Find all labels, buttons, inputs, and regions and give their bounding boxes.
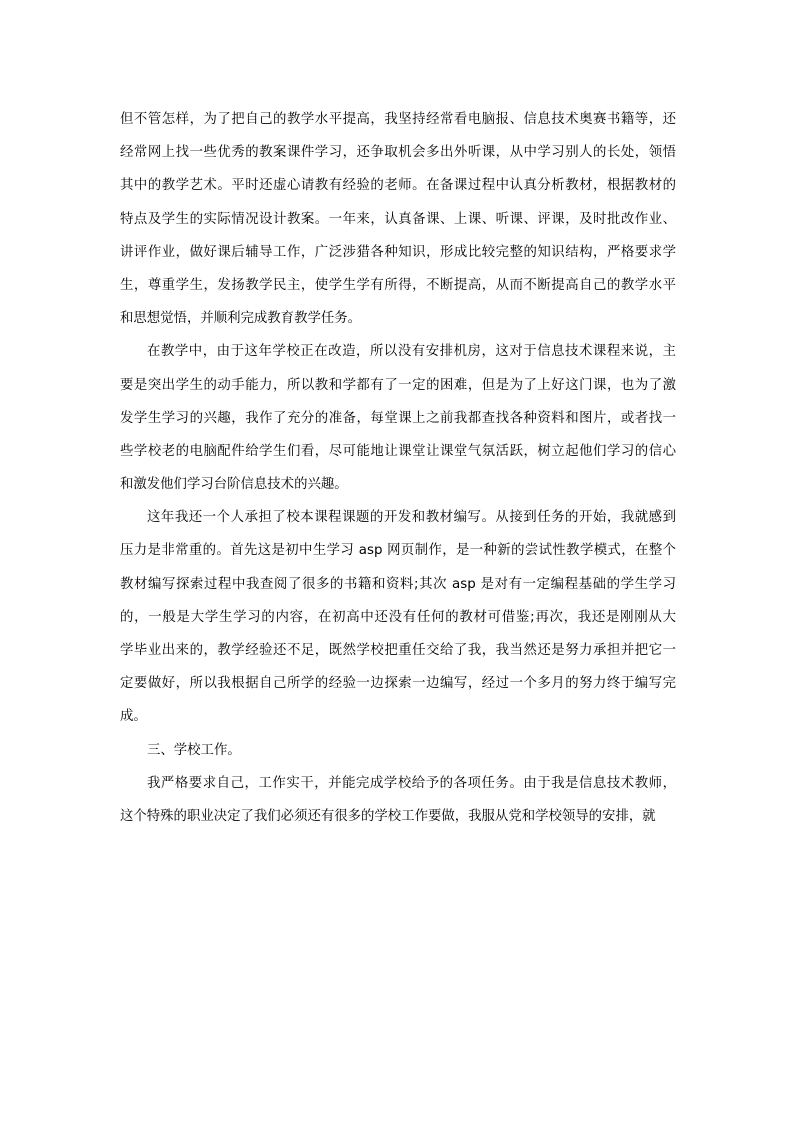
text-line: 些学校老的电脑配件给学生们看，尽可能地让课堂让课堂气氛活跃，树立起他们学习的信心 — [120, 443, 676, 459]
text-line: 和思想觉悟，并顺利完成教育教学任务。 — [120, 311, 362, 327]
text-line: 学毕业出来的，教学经验还不足，既然学校把重任交给了我，我当然还是努力承担并把它一 — [120, 643, 676, 658]
section-heading — [120, 734, 676, 767]
text-line: 特点及学生的实际情况设计教案。一年来，认真备课、上课、听课、评课，及时批改作业、 — [120, 211, 676, 227]
document-body — [120, 103, 676, 833]
text-line: 和激发他们学习台阶信息技术的兴趣。 — [120, 477, 348, 493]
text-line: 这年我还一个人承担了校本课程课题的开发和教材编写。从接到任务的开始，我就感到 — [147, 510, 676, 526]
paragraph — [120, 335, 676, 501]
text-line: 其中的教学艺术。平时还虚心请教有经验的老师。在备课过程中认真分析教材，根据教材的 — [120, 178, 676, 194]
paragraph — [120, 767, 676, 833]
text-line: 要是突出学生的动手能力，所以教和学都有了一定的困难，但是为了上好这门课，也为了激 — [120, 377, 676, 393]
text-line: 经常网上找一些优秀的教案课件学习，还争取机会多出外听课，从中学习别人的长处，领悟 — [120, 145, 676, 161]
text-line: 生，尊重学生，发扬教学民主，使学生学有所得，不断提高，从而不断提高自己的教学水平 — [120, 277, 676, 293]
text-line: 讲评作业，做好课后辅导工作，广泛涉猎各种知识，形成比较完整的知识结构，严格要求学 — [120, 244, 676, 260]
text-line: 教材编写探索过程中我查阅了很多的书籍和资料;其次 asp 是对有一定编程基础的学生学习 — [120, 576, 676, 592]
paragraph — [120, 501, 676, 733]
text-line: 三、学校工作。 — [147, 742, 241, 758]
text-line: 定要做好，所以我根据自己所学的经验一边探索一边编写，经过一个多月的努力终于编写完 — [120, 676, 676, 692]
text-line: 这个特殊的职业决定了我们必须还有很多的学校工作要做，我服从党和学校领导的安排，就 — [120, 808, 656, 824]
text-line: 成。 — [120, 709, 147, 725]
text-line: 压力是非常重的。首先这是初中生学习 asp 网页制作，是一种新的尝试性教学模式，在整个 — [120, 543, 676, 559]
text-line: 的，一般是大学生学习的内容，在初高中还没有任何的教材可借鉴;再次，我还是刚刚从大 — [120, 609, 676, 625]
paragraph — [120, 103, 676, 335]
text-line: 我严格要求自己，工作实干，并能完成学校给予的各项任务。由于我是信息技术教师， — [147, 775, 676, 791]
text-line: 在教学中，由于这年学校正在改造，所以没有安排机房，这对于信息技术课程来说，主 — [147, 344, 676, 360]
text-line: 但不管怎样，为了把自己的教学水平提高，我坚持经常看电脑报、信息技术奥赛书籍等，还 — [120, 112, 676, 127]
text-line: 发学生学习的兴趣，我作了充分的准备，每堂课上之前我都查找各种资料和图片，或者找一 — [120, 410, 676, 426]
